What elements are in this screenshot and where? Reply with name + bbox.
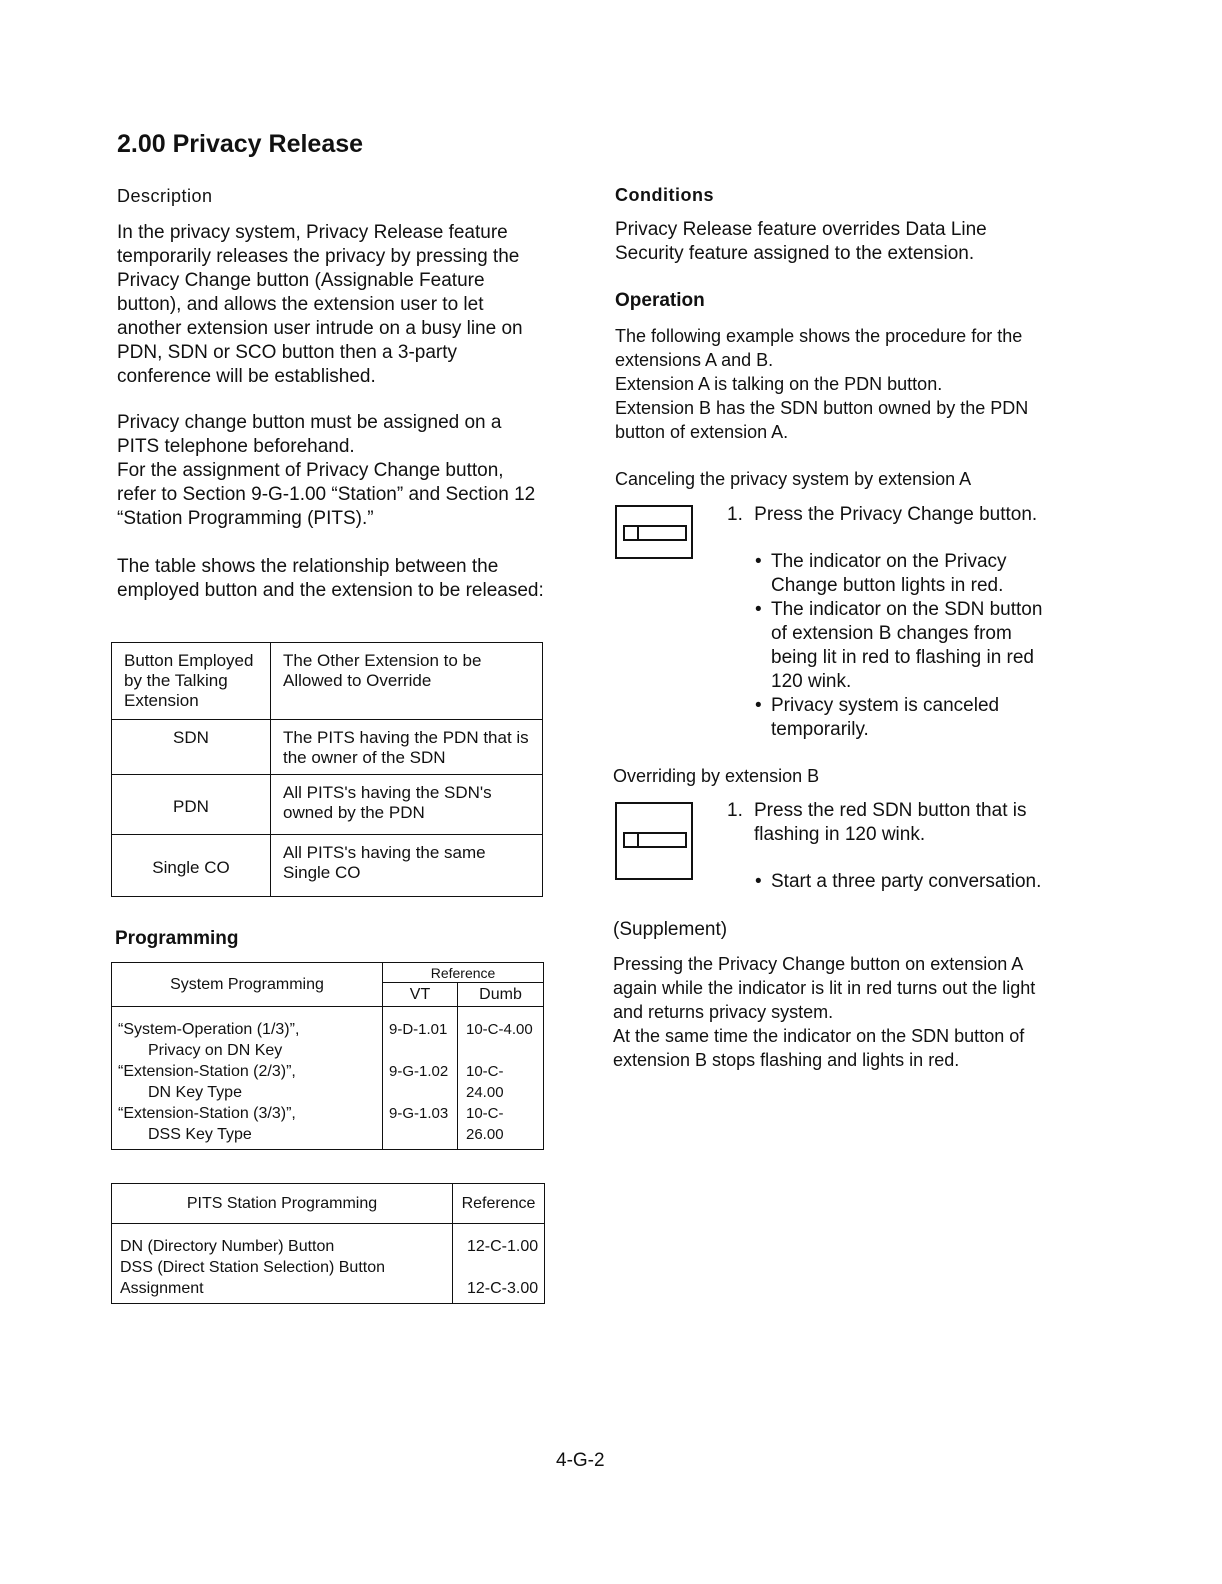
conditions-heading: Conditions xyxy=(615,185,714,205)
pits-reference-cell: 12-C-1.00 12-C-3.00 xyxy=(453,1224,545,1304)
description-para-3: For the assignment of Privacy Change button, refer to Section 9-G-1.00 “Station” and Section 12 “Station Programming (PITS).” xyxy=(117,460,536,529)
vt-header: VT xyxy=(383,983,458,1007)
table-row xyxy=(112,720,543,775)
page-title: 2.00 Privacy Release xyxy=(117,130,364,158)
operation-intro-2: Extension A is talking on the PDN button. xyxy=(615,374,943,394)
table-row xyxy=(112,775,543,835)
step-number: 1. xyxy=(727,504,743,525)
supplement-text-1: Pressing the Privacy Change button on extension A again while the indicator is lit in red turns out the light and returns privacy system. xyxy=(613,954,1036,1022)
list-item: DN (Directory Number) Button xyxy=(120,1238,335,1255)
case2-step xyxy=(727,799,1057,847)
pits-reference-header: Reference xyxy=(453,1184,545,1224)
list-item: • The indicator on the SDN button of extension B changes from being lit in red to flashing in red 120 wink. xyxy=(755,599,1043,692)
reference-header: Reference xyxy=(383,963,544,983)
list-item: “System-Operation (1/3)”, xyxy=(118,1021,300,1038)
pits-programming-items xyxy=(112,1224,453,1304)
list-item: “Extension-Station (2/3)”, xyxy=(118,1063,296,1080)
step-text: Press the Privacy Change button. xyxy=(754,504,1038,525)
description-para-2: Privacy change button must be assigned on a PITS telephone beforehand. xyxy=(117,412,502,457)
list-item: DN Key Type xyxy=(148,1084,242,1101)
pits-programming-table xyxy=(111,1183,545,1304)
supplement-heading: (Supplement) xyxy=(613,919,728,940)
system-programming-items xyxy=(112,1007,383,1150)
relation-button-cell: SDN xyxy=(112,720,271,775)
list-item: • Privacy system is canceled temporarily. xyxy=(755,695,1000,740)
list-item: DSS (Direct Station Selection) Button Assignment xyxy=(120,1259,386,1297)
step-number: 1. xyxy=(727,800,743,821)
list-item: DSS Key Type xyxy=(148,1126,252,1143)
page-number: 4-G-2 xyxy=(556,1450,605,1471)
vt-reference-cell: 9-D-1.01 9-G-1.02 9-G-1.03 xyxy=(383,1007,458,1150)
case2-bullets xyxy=(755,870,1065,894)
privacy-change-button-icon xyxy=(615,505,693,559)
description-heading: Description xyxy=(117,186,213,206)
operation-intro-3: Extension B has the SDN button owned by the PDN button of extension A. xyxy=(615,398,1029,442)
supplement-text-2: At the same time the indicator on the SDN button of extension B stops flashing and lights in red. xyxy=(613,1026,1025,1070)
list-item: • Start a three party conversation. xyxy=(755,871,1042,892)
case1-bullets xyxy=(755,550,1045,742)
list-item: “Extension-Station (3/3)”, xyxy=(118,1105,296,1122)
relation-table-header xyxy=(112,643,543,720)
relation-other-cell: The PITS having the PDN that is the owner of the SDN xyxy=(271,720,543,775)
list-item: • The indicator on the Privacy Change button lights in red. xyxy=(755,551,1007,596)
list-item: Privacy on DN Key xyxy=(148,1042,283,1059)
relation-header-button: Button Employed by the Talking Extension xyxy=(112,643,271,720)
step-text: Press the red SDN button that is flashing in 120 wink. xyxy=(754,800,1027,845)
operation-heading: Operation xyxy=(615,290,705,311)
system-programming-header: System Programming xyxy=(112,963,383,1007)
case2-title: Overriding by extension B xyxy=(613,766,820,786)
pits-programming-header: PITS Station Programming xyxy=(112,1184,453,1224)
system-programming-table xyxy=(111,962,544,1150)
conditions-text: Privacy Release feature overrides Data Line Security feature assigned to the extension. xyxy=(615,219,987,264)
description-para-4: The table shows the relationship between the employed button and the extension to be released: xyxy=(117,556,544,601)
relation-button-cell: Single CO xyxy=(112,835,271,897)
table-row xyxy=(112,835,543,897)
supplement-body xyxy=(613,952,1058,1072)
relation-other-cell: All PITS's having the SDN's owned by the PDN xyxy=(271,775,543,835)
relation-other-cell: All PITS's having the same Single CO xyxy=(271,835,543,897)
sdn-button-icon xyxy=(615,802,693,880)
case1-title: Canceling the privacy system by extension A xyxy=(615,469,972,489)
operation-intro xyxy=(615,324,1045,444)
case1-step xyxy=(727,503,1057,527)
relation-button-cell: PDN xyxy=(112,775,271,835)
programming-heading: Programming xyxy=(115,928,239,949)
relation-header-other: The Other Extension to be Allowed to Override xyxy=(271,643,543,720)
description-assignment-block xyxy=(117,411,547,531)
relation-table xyxy=(111,642,543,897)
description-para-1: In the privacy system, Privacy Release feature temporarily releases the privacy by pressing the Privacy Change button (Assignable Feature button), and allows the extension user to let another extension user intrude on a busy line on PDN, SDN or SCO button then a 3-party conference will be established. xyxy=(117,222,523,387)
operation-intro-1: The following example shows the procedure for the extensions A and B. xyxy=(615,326,1023,370)
dumb-header: Dumb xyxy=(458,983,544,1007)
dumb-reference-cell: 10-C-4.00 10-C-24.00 10-C-26.00 xyxy=(458,1007,544,1150)
